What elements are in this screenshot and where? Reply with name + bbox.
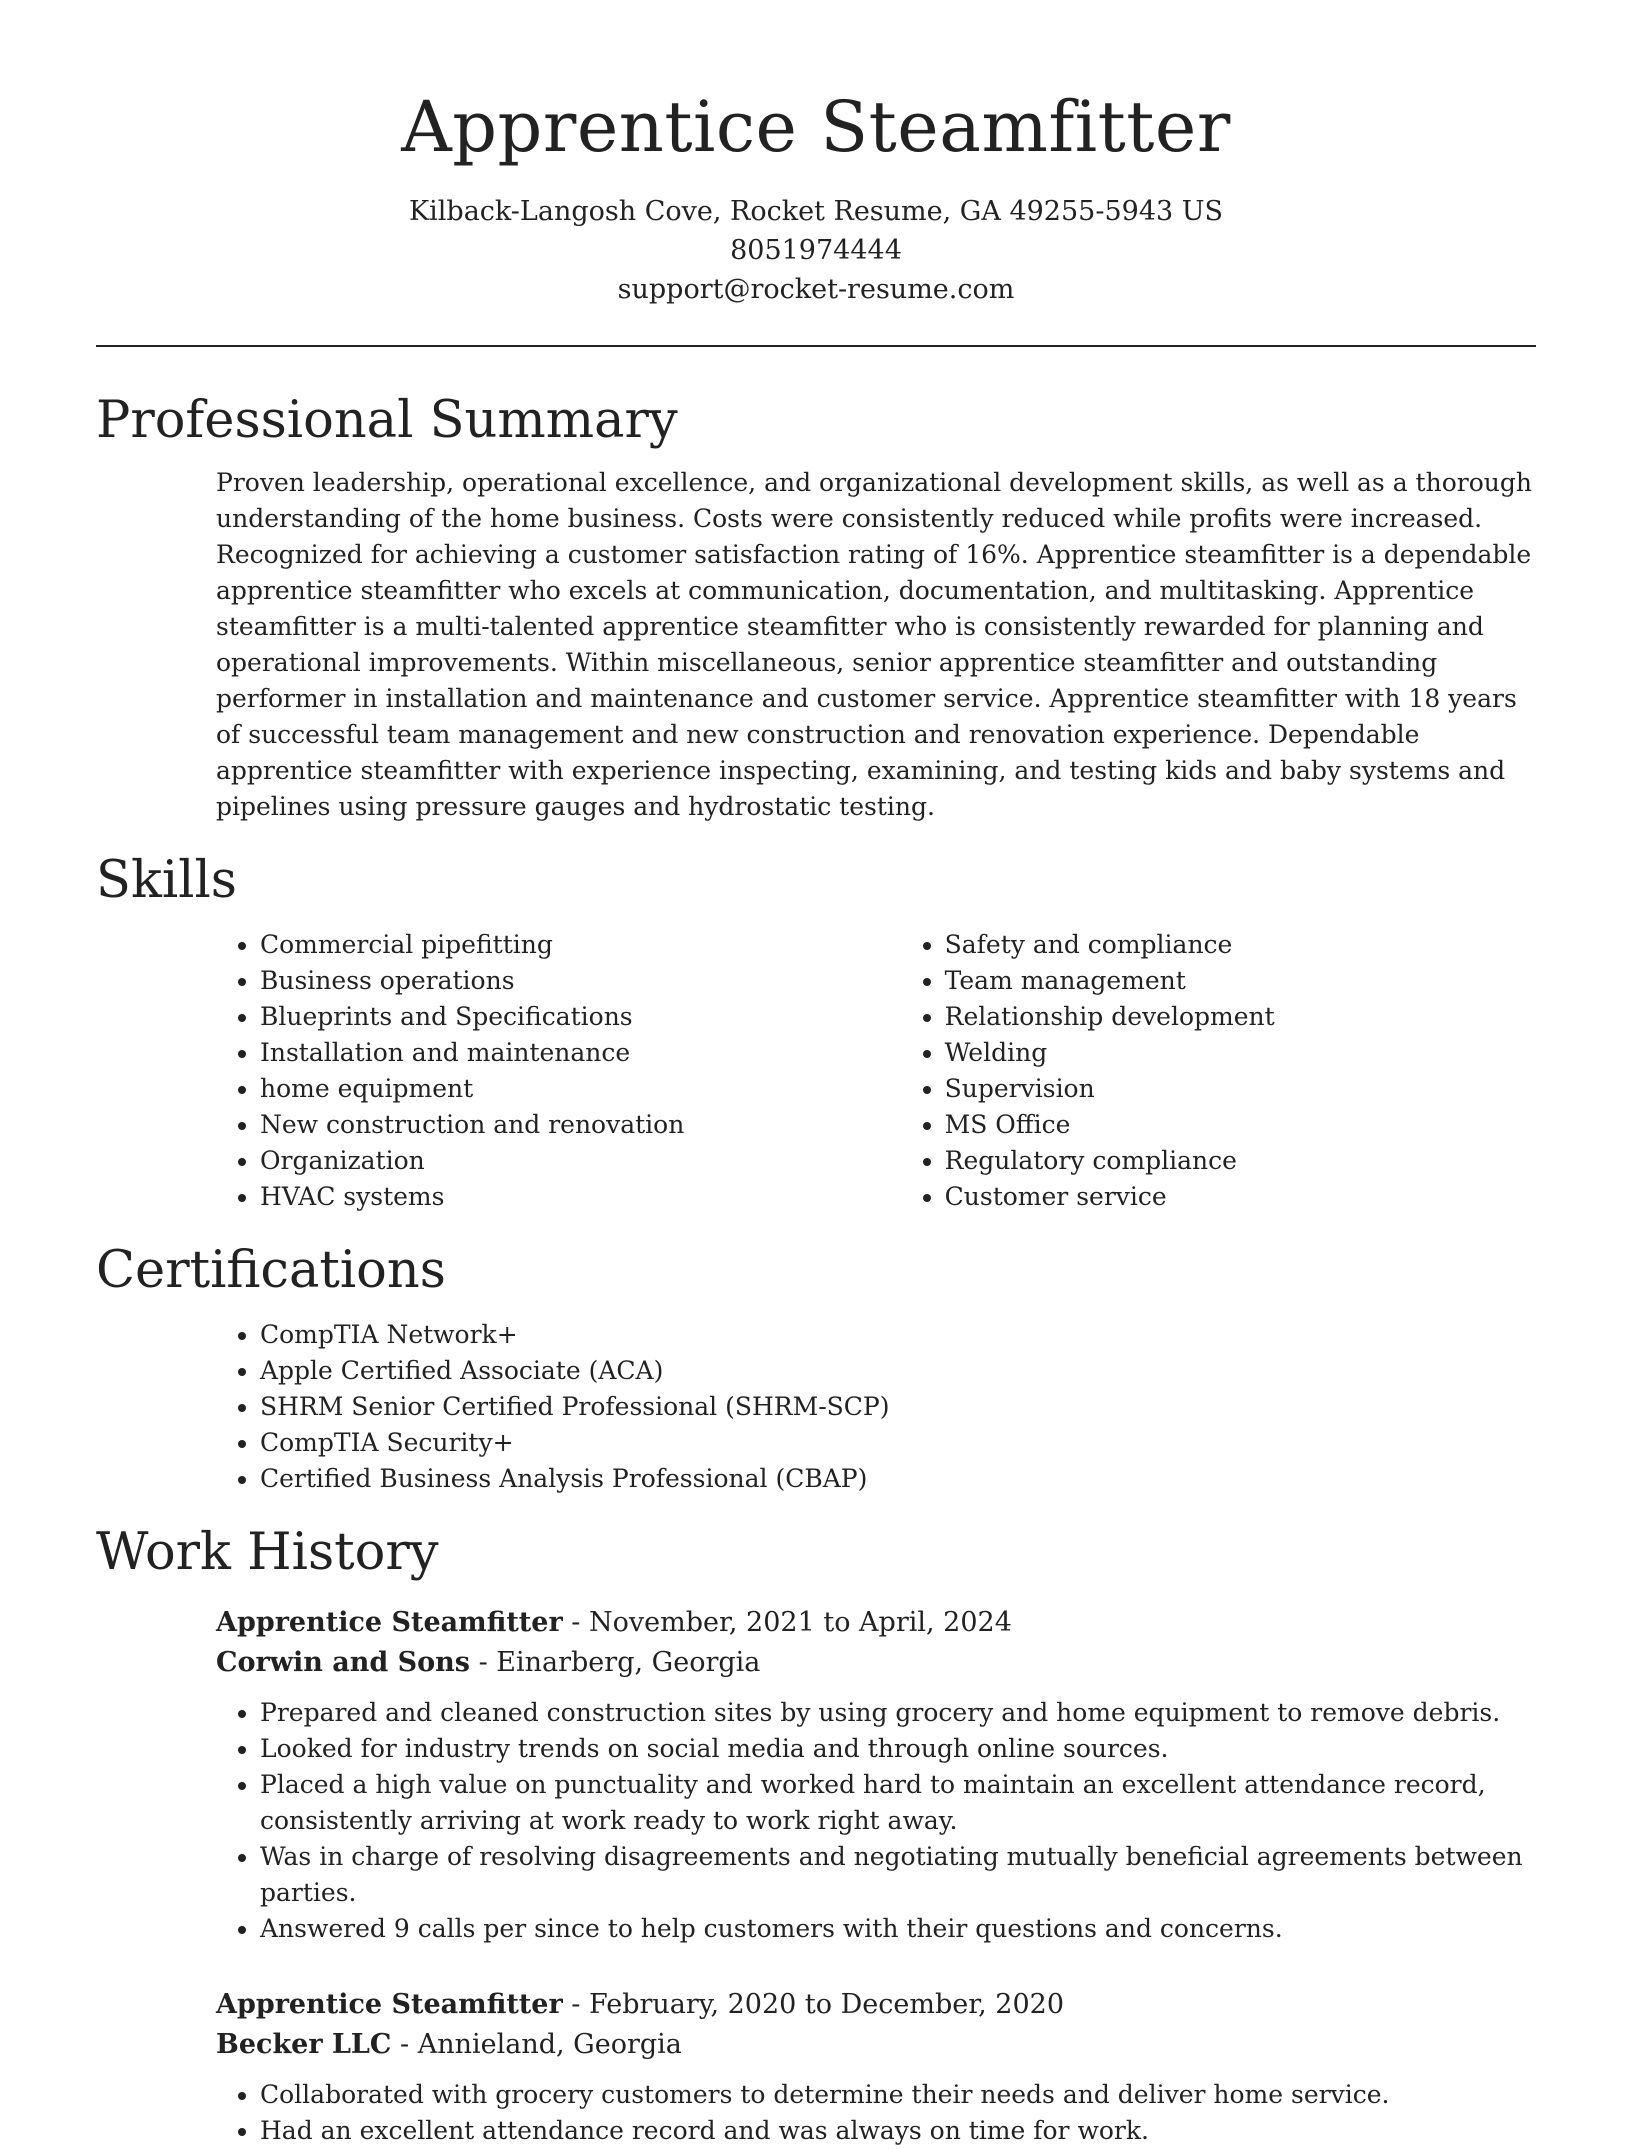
skills-heading: Skills	[96, 851, 237, 910]
job-company-line	[216, 2025, 1536, 2065]
skill-item: • Business operations	[260, 963, 901, 999]
job-bullet: • Placed a high value on punctuality and worked hard to maintain an excellent attendance record, consistently arriving at work ready to work right away.	[260, 1767, 1536, 1839]
job-title-line	[216, 1603, 1536, 1643]
job-bullets	[216, 2077, 1536, 2149]
job-role: Apprentice Steamfitter	[216, 1607, 563, 1638]
certifications-list	[216, 1317, 1536, 1497]
skills-grid	[216, 927, 1536, 1215]
skill-item: • Blueprints and Specifications	[260, 999, 901, 1035]
phone-text: 8051974444	[730, 235, 902, 266]
skill-item: • Team management	[945, 963, 1536, 999]
skill-item: • New construction and renovation	[260, 1107, 901, 1143]
job-company: Corwin and Sons	[216, 1647, 470, 1678]
skill-item: • Organization	[260, 1143, 901, 1179]
job-bullet: • Looked for industry trends on social media and through online sources.	[260, 1731, 1536, 1767]
skill-item: • home equipment	[260, 1071, 901, 1107]
candidate-name: Apprentice Steamfitter	[401, 86, 1231, 168]
skill-item: • Installation and maintenance	[260, 1035, 901, 1071]
address-text: Kilback-Langosh Cove, Rocket Resume, GA 49255-5943 US	[408, 196, 1224, 227]
resume-header	[96, 0, 1536, 309]
job-location: - Annieland, Georgia	[391, 2029, 682, 2060]
skill-item: • HVAC systems	[260, 1179, 901, 1215]
job-bullet: • Collaborated with grocery customers to determine their needs and deliver home service.	[260, 2077, 1536, 2113]
certification-item: • CompTIA Network+	[260, 1317, 1536, 1353]
job-entry	[216, 1603, 1536, 1947]
job-location: - Einarberg, Georgia	[470, 1647, 761, 1678]
job-bullet: • Was in charge of resolving disagreements and negotiating mutually beneficial agreements between parties.	[260, 1839, 1536, 1911]
job-bullets	[216, 1695, 1536, 1947]
summary-paragraph: Proven leadership, operational excellence, and organizational development skills, as well as a thorough understanding of the home business. Costs were consistently reduced while profits were increased. Recognized for achieving a customer satisfaction rating of 16%. Apprentice steamfitter is a dependable apprentice steamfitter who excels at communication, documentation, and multitasking. Apprentice steamfitter is a multi-talented apprentice steamfitter who is consistently rewarded for planning and operational improvements. Within miscellaneous, senior apprentice steamfitter and outstanding performer in installation and maintenance and customer service. Apprentice steamfitter with 18 years of successful team management and new construction and renovation experience. Dependable apprentice steamfitter with experience inspecting, examining, and testing kids and baby systems and pipelines using pressure gauges and hydrostatic testing.	[216, 468, 1532, 821]
skills-list-right	[901, 927, 1536, 1215]
job-role: Apprentice Steamfitter	[216, 1989, 563, 2020]
skill-item: • Commercial pipefitting	[260, 927, 901, 963]
skill-item: • Welding	[945, 1035, 1536, 1071]
skill-item: • Supervision	[945, 1071, 1536, 1107]
job-bullet: • Answered 9 calls per since to help customers with their questions and concerns.	[260, 1911, 1536, 1947]
certification-item: • Apple Certified Associate (ACA)	[260, 1353, 1536, 1389]
job-bullet: • Prepared and cleaned construction sites by using grocery and home equipment to remove debris.	[260, 1695, 1536, 1731]
skill-item: • Safety and compliance	[945, 927, 1536, 963]
job-company: Becker LLC	[216, 2029, 392, 2060]
skill-item: • Relationship development	[945, 999, 1536, 1035]
certification-item: • SHRM Senior Certified Professional (SHRM-SCP)	[260, 1389, 1536, 1425]
job-dates: - November, 2021 to April, 2024	[562, 1607, 1012, 1638]
certification-item: • Certified Business Analysis Professional (CBAP)	[260, 1461, 1536, 1497]
skills-list-left	[216, 927, 901, 1215]
certifications-heading: Certifications	[96, 1241, 446, 1300]
contact-block	[96, 192, 1536, 309]
job-company-line	[216, 1643, 1536, 1683]
summary-heading: Professional Summary	[96, 391, 678, 450]
job-entry	[216, 1985, 1536, 2149]
certification-item: • CompTIA Security+	[260, 1425, 1536, 1461]
header-divider	[96, 345, 1536, 347]
skill-item: • MS Office	[945, 1107, 1536, 1143]
email-text: support@rocket-resume.com	[617, 274, 1015, 305]
work-history-heading: Work History	[96, 1523, 439, 1582]
job-title-line	[216, 1985, 1536, 2025]
skill-item: • Regulatory compliance	[945, 1143, 1536, 1179]
job-dates: - February, 2020 to December, 2020	[562, 1989, 1065, 2020]
skill-item: • Customer service	[945, 1179, 1536, 1215]
resume-page	[96, 0, 1536, 2149]
job-bullet: • Had an excellent attendance record and was always on time for work.	[260, 2113, 1536, 2149]
